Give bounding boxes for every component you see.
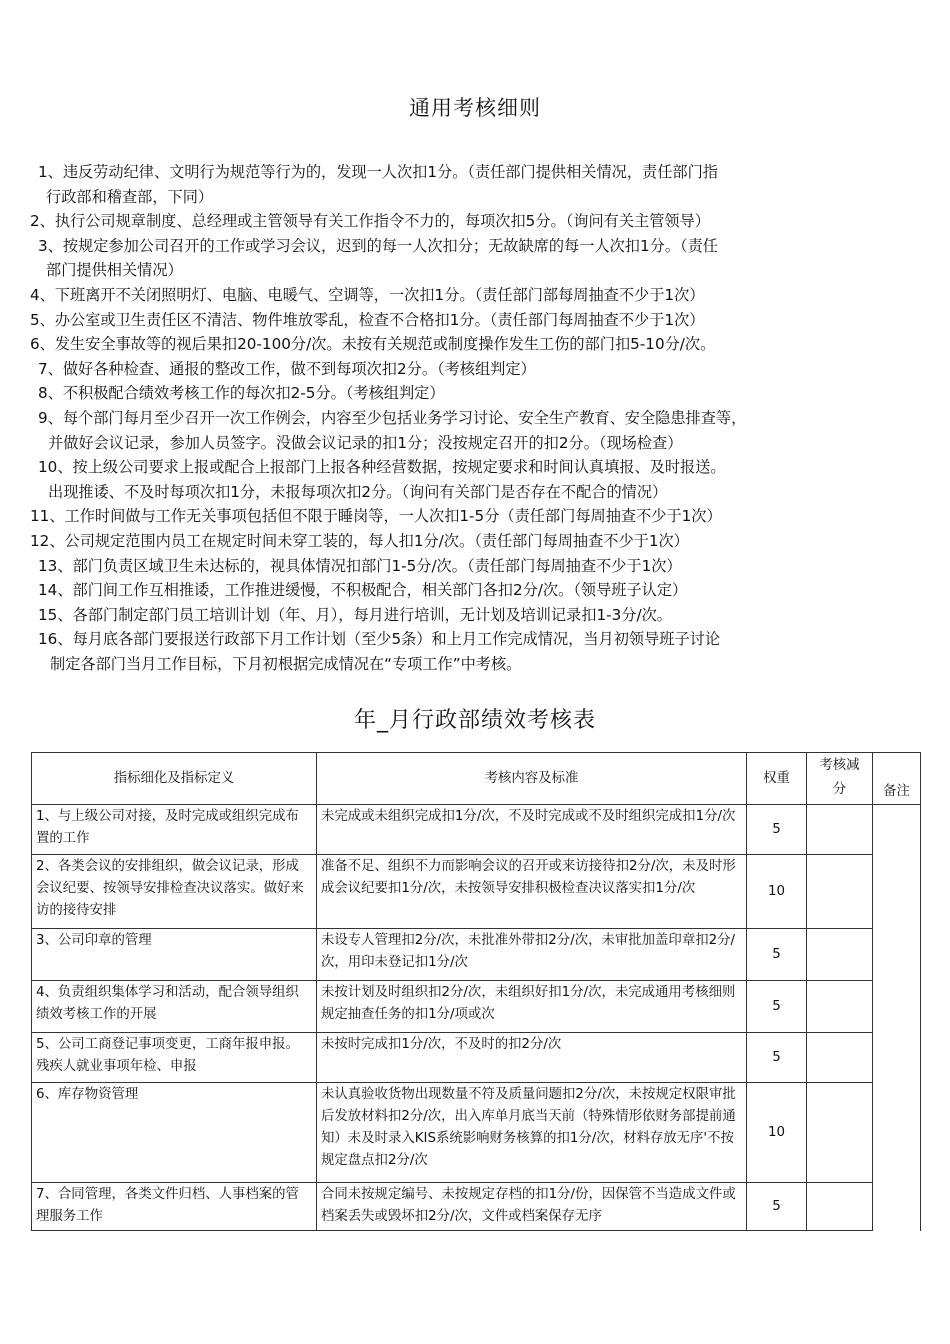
rule-text: 16、每月底各部门要报送行政部下月工作计划（至少5条）和上月工作完成情况，当月初领导班子讨论 (38, 630, 721, 649)
cell-indicator: 7、合同管理，各类文件归档、人事档案的管理服务工作 (32, 1183, 317, 1231)
cell-weight: 10 (747, 855, 807, 929)
cell-deduct[interactable] (807, 1083, 873, 1183)
cell-standard: 合同未按规定编号、未按规定存档的扣1分/份，因保管不当造成文件或档案丢失或毁坏扣2分/次，文件或档案保存无序 (317, 1183, 747, 1231)
rule-item (30, 357, 925, 382)
rule-item (30, 209, 925, 234)
rule-text: 9、每个部门每月至少召开一次工作例会，内容至少包括业务学习讨论、安全生产教育、安全隐患排查等， (38, 408, 747, 427)
rule-item (30, 455, 925, 504)
cell-weight: 5 (747, 1183, 807, 1231)
cell-weight: 5 (747, 1033, 807, 1083)
header-deduct (807, 753, 873, 805)
cell-indicator: 1、与上级公司对接，及时完成或组织完成布置的工作 (32, 805, 317, 855)
page-title: 通用考核细则 (409, 96, 541, 120)
rule-text-cont: 制定各部门当月工作目标，下月初根据完成情况在“专项工作”中考核。 (50, 654, 522, 673)
cell-weight: 5 (747, 981, 807, 1033)
cell-standard: 未按时完成扣1分/次，不及时的扣2分/次 (317, 1033, 747, 1083)
cell-standard: 未按计划及时组织扣2分/次，未组织好扣1分/次，未完成通用考核细则规定抽查任务的扣1分/项或次 (317, 981, 747, 1033)
assessment-table (31, 752, 921, 1231)
cell-weight: 5 (747, 805, 807, 855)
cell-indicator: 4、负责组织集体学习和活动，配合领导组织绩效考核工作的开展 (32, 981, 317, 1033)
rule-text: 5、办公室或卫生责任区不清洁、物件堆放零乱，检查不合格扣1分。（责任部门每周抽查不少于1次） (30, 310, 705, 329)
rule-text-cont: 行政部和稽查部，下同） (46, 187, 214, 206)
header-weight: 权重 (747, 753, 807, 805)
rule-item (30, 504, 925, 529)
rule-item (30, 308, 925, 333)
cell-deduct[interactable] (807, 1183, 873, 1231)
rule-text: 14、部门间工作互相推诿，工作推进缓慢，不积极配合，相关部门各扣2分/次。（领导班子认定） (38, 581, 688, 600)
header-remark: 备注 (873, 753, 921, 805)
cell-deduct[interactable] (807, 929, 873, 981)
rule-text: 12、公司规定范围内员工在规定时间未穿工装的，每人扣1分/次。（责任部门每周抽查不少于1次） (30, 531, 689, 550)
cell-remark[interactable] (873, 805, 921, 1231)
cell-standard: 准备不足、组织不力而影响会议的召开或来访接待扣2分/次，未及时形成会议纪要扣1分/次，未按领导安排积极检查决议落实扣1分/次 (317, 855, 747, 929)
header-deduct-line1: 考核减 (819, 758, 860, 773)
table-row (32, 929, 921, 981)
rule-item (30, 406, 925, 455)
table-header-row (32, 753, 921, 805)
cell-weight: 10 (747, 1083, 807, 1183)
table-row (32, 805, 921, 855)
cell-indicator: 2、各类会议的安排组织，做会议记录，形成会议纪要、按领导安排检查决议落实。做好来访的接待安排 (32, 855, 317, 929)
rule-item (30, 283, 925, 308)
table-row (32, 1183, 921, 1231)
rule-item (30, 160, 925, 209)
rule-text-cont: 并做好会议记录，参加人员签字。没做会议记录的扣1分；没按规定召开的扣2分。（现场检查） (48, 433, 683, 452)
rule-item (30, 381, 925, 406)
rule-item (30, 529, 925, 554)
rule-item (30, 578, 925, 603)
cell-deduct[interactable] (807, 1033, 873, 1083)
cell-indicator: 5、公司工商登记事项变更，工商年报申报。残疾人就业事项年检、申报 (32, 1033, 317, 1083)
rule-text: 8、不积极配合绩效考核工作的每次扣2-5分。（考核组判定） (38, 384, 445, 403)
rule-item (30, 234, 925, 283)
rules-list (30, 160, 925, 676)
cell-deduct[interactable] (807, 805, 873, 855)
cell-standard: 未完成或未组织完成扣1分/次，不及时完成或不及时组织完成扣1分/次 (317, 805, 747, 855)
rule-text: 11、工作时间做与工作无关事项包括但不限于睡岗等，一人次扣1-5分（责任部门每周抽查不少于1次） (30, 507, 722, 526)
table-row (32, 981, 921, 1033)
rule-item (30, 603, 925, 628)
rule-text: 3、按规定参加公司召开的工作或学习会议，迟到的每一人次扣分；无故缺席的每一人次扣1分。（责任 (38, 236, 718, 255)
cell-indicator: 3、公司印章的管理 (32, 929, 317, 981)
table-row (32, 1083, 921, 1183)
rule-text: 10、按上级公司要求上报或配合上报部门上报各种经营数据，按规定要求和时间认真填报、及时报送。 (38, 458, 726, 477)
header-indicator: 指标细化及指标定义 (32, 753, 317, 805)
cell-weight: 5 (747, 929, 807, 981)
rule-text: 13、部门负责区域卫生未达标的，视具体情况扣部门1-5分/次。（责任部门每周抽查不少于1次） (38, 556, 682, 575)
rule-text-cont: 部门提供相关情况） (46, 261, 183, 280)
rule-item (30, 554, 925, 579)
rule-text: 7、做好各种检查、通报的整改工作，做不到每项次扣2分。（考核组判定） (38, 359, 536, 378)
table-title: 年_月行政部绩效考核表 (353, 708, 596, 733)
cell-standard: 未认真验收货物出现数量不符及质量问题扣2分/次，未按规定权限审批后发放材料扣2分/次，出入库单月底当天前（特殊情形依财务部提前通知）未及时录入KIS系统影响财务核算的扣1分/次，材料存放无序'不按规定盘点扣2分/次 (317, 1083, 747, 1183)
rule-text: 15、各部门制定部门员工培训计划（年、月），每月进行培训，无计划及培训记录扣1-3分/次。 (38, 605, 672, 624)
header-standard: 考核内容及标准 (317, 753, 747, 805)
cell-deduct[interactable] (807, 855, 873, 929)
table-row (32, 855, 921, 929)
rule-item (30, 332, 925, 357)
rule-text-cont: 出现推诿、不及时每项次扣1分，未报每项次扣2分。（询问有关部门是否存在不配合的情况） (48, 482, 668, 501)
rule-item (30, 627, 925, 676)
table-row (32, 1033, 921, 1083)
cell-standard: 未设专人管理扣2分/次，未批准外带扣2分/次，未审批加盖印章扣2分/次，用印未登记扣1分/次 (317, 929, 747, 981)
rule-text: 2、执行公司规章制度、总经理或主管领导有关工作指令不力的，每项次扣5分。（询问有关主管领导） (30, 212, 710, 231)
rule-text: 6、发生安全事故等的视后果扣20-100分/次。未按有关规范或制度操作发生工伤的部门扣5-10分/次。 (30, 335, 716, 354)
rule-text: 4、下班离开不关闭照明灯、电脑、电暖气、空调等，一次扣1分。（责任部门部每周抽查不少于1次） (30, 285, 705, 304)
header-deduct-line2: 分 (832, 782, 847, 797)
cell-indicator: 6、库存物资管理 (32, 1083, 317, 1183)
cell-deduct[interactable] (807, 981, 873, 1033)
rule-text: 1、违反劳动纪律、文明行为规范等行为的，发现一人次扣1分。（责任部门提供相关情况，责任部门指 (38, 163, 718, 181)
